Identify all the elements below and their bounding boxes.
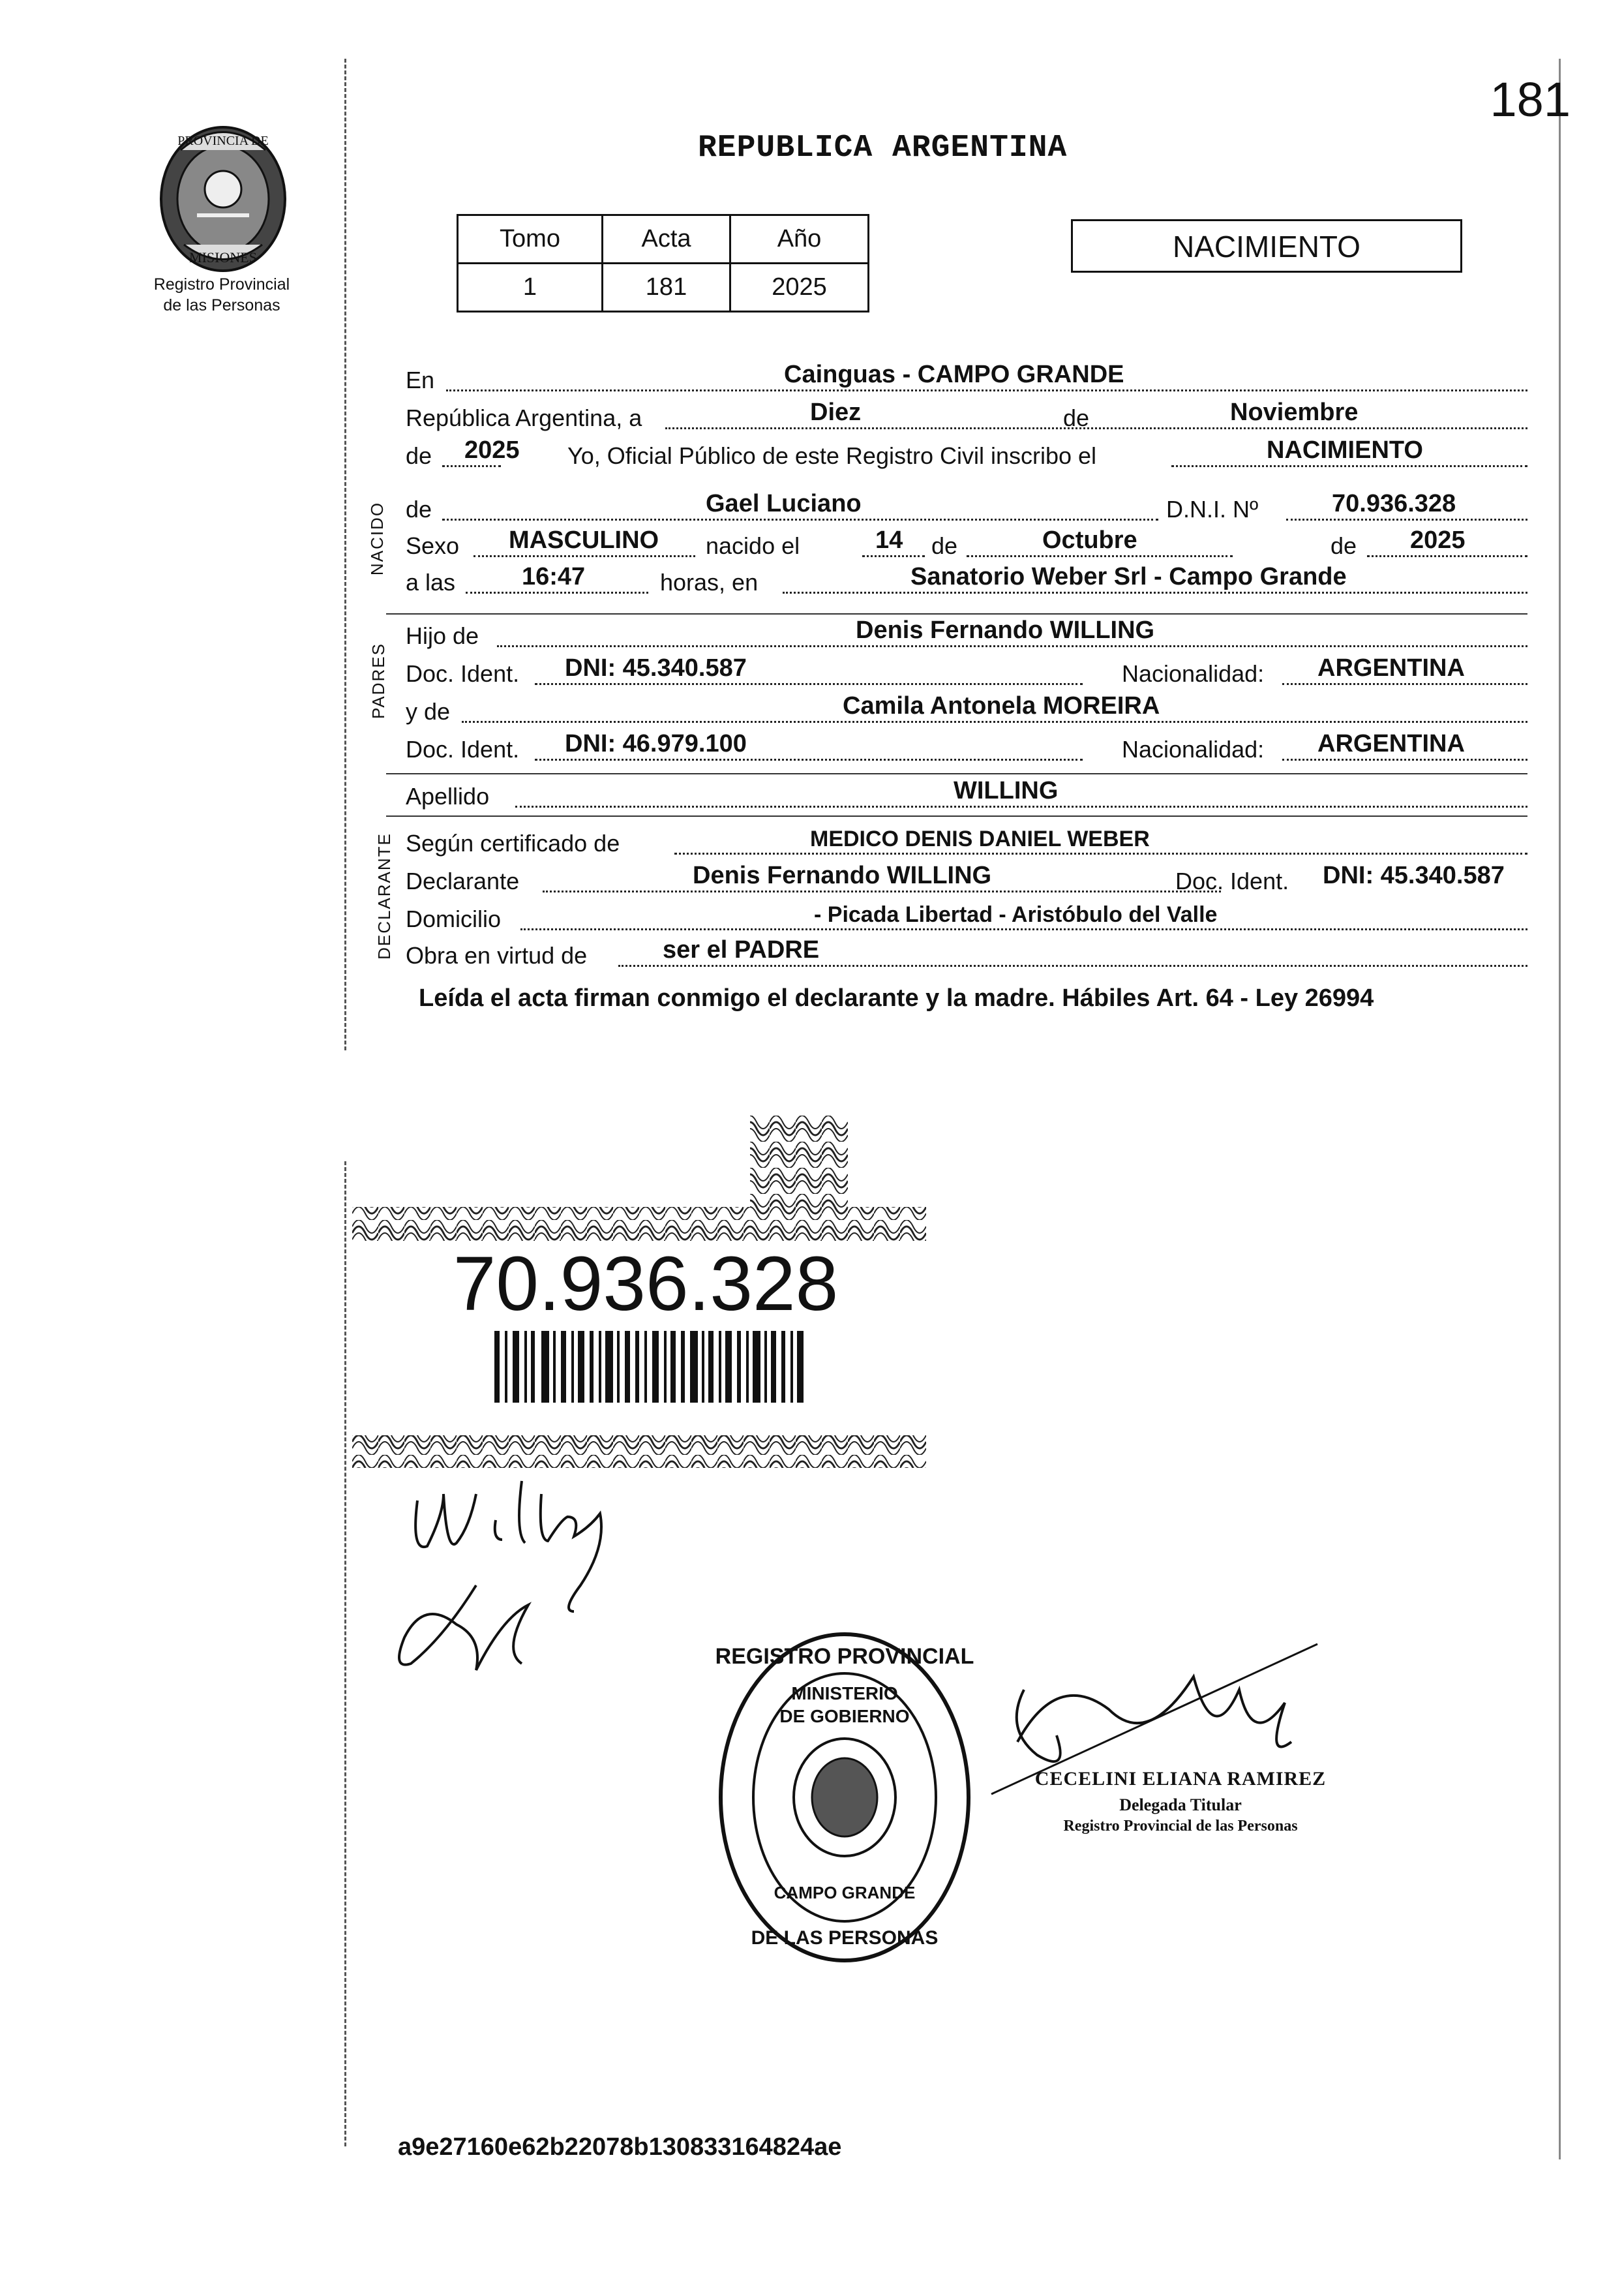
svg-text:MINISTERIO: MINISTERIO — [791, 1683, 898, 1703]
label-horas-en: horas, en — [660, 569, 759, 596]
row-nombre — [406, 491, 1527, 527]
label-oficial: Yo, Oficial Público de este Registro Civil inscribo el — [567, 442, 1097, 469]
registrar-office: Registro Provincial de las Personas — [1063, 1818, 1298, 1835]
value-nac-anio: 2025 — [1410, 526, 1466, 554]
page-number: 181 — [1490, 72, 1571, 127]
record-type-box: NACIMIENTO — [1071, 219, 1462, 273]
section-separator — [386, 613, 1527, 615]
caption-line-2: de las Personas — [163, 296, 280, 314]
registry-caption — [130, 274, 313, 316]
row-obra — [406, 937, 1527, 973]
barcode-number: 70.936.328 — [453, 1241, 839, 1327]
row-padre-doc — [406, 655, 1527, 692]
value-madre-nac: ARGENTINA — [1317, 730, 1465, 757]
label-nacido-el: nacido el — [706, 532, 800, 559]
registrar-block — [1017, 1768, 1344, 1835]
value-dia: Diez — [810, 399, 862, 426]
value-declarante-doc: DNI: 45.340.587 — [1323, 862, 1505, 889]
label-a-las: a las — [406, 569, 456, 596]
misiones-shield-icon — [145, 111, 301, 281]
value-padre: Denis Fernando WILLING — [856, 617, 1155, 644]
value-mes: Noviembre — [1230, 399, 1359, 426]
row-en — [406, 361, 1527, 398]
row-sexo — [406, 527, 1527, 564]
value-padre-doc: DNI: 45.340.587 — [565, 654, 747, 682]
row-madre-doc — [406, 731, 1527, 767]
section-separator — [386, 773, 1527, 774]
svg-text:PROVINCIA DE: PROVINCIA DE — [177, 134, 269, 148]
section-separator — [386, 815, 1527, 817]
svg-text:CAMPO GRANDE: CAMPO GRANDE — [774, 1883, 916, 1902]
official-stamp-icon — [711, 1624, 978, 1970]
label-dni: D.N.I. Nº — [1166, 496, 1259, 523]
closing-statement: Leída el acta firman conmigo el declarante y la madre. Hábiles Art. 64 - Ley 26994 — [419, 984, 1374, 1012]
row-domicilio — [406, 900, 1527, 937]
svg-text:MISIONES: MISIONES — [189, 249, 257, 266]
label-nac-de: de — [931, 532, 958, 559]
label-republica: República Argentina, a — [406, 404, 642, 431]
label-nacionalidad-madre: Nacionalidad: — [1122, 736, 1265, 763]
label-domicilio: Domicilio — [406, 906, 502, 932]
left-margin-line — [344, 59, 346, 1050]
label-nacionalidad-padre: Nacionalidad: — [1122, 660, 1265, 687]
label-certificado: Según certificado de — [406, 830, 620, 857]
value-anio-inscripcion: 2025 — [464, 436, 520, 464]
label-y-de: y de — [406, 698, 451, 725]
label-obra: Obra en virtud de — [406, 942, 588, 969]
label-doc-declarante: Doc. Ident. — [1175, 868, 1289, 894]
side-label-padres: PADRES — [368, 643, 388, 719]
right-margin-line — [1559, 59, 1561, 2159]
label-doc-madre: Doc. Ident. — [406, 736, 520, 763]
value-en: Cainguas - CAMPO GRANDE — [784, 361, 1124, 388]
acta-table — [457, 214, 869, 312]
row-hora — [406, 564, 1527, 600]
header-acta: Acta — [603, 215, 730, 264]
value-apellido: WILLING — [954, 777, 1059, 804]
row-apellido — [406, 778, 1527, 814]
declarant-signature-icon — [365, 1455, 665, 1690]
value-declarante: Denis Fernando WILLING — [693, 862, 992, 889]
header-tomo: Tomo — [458, 215, 603, 264]
value-domicilio: - Picada Libertad - Aristóbulo del Valle — [814, 902, 1218, 927]
value-obra: ser el PADRE — [663, 936, 820, 964]
document-hash: a9e27160e62b22078b130833164824ae — [398, 2133, 842, 2161]
value-inscripcion: NACIMIENTO — [1267, 436, 1423, 464]
label-declarante: Declarante — [406, 868, 520, 894]
svg-text:DE GOBIERNO: DE GOBIERNO — [779, 1706, 910, 1726]
value-acta: 181 — [603, 264, 730, 312]
row-anio — [406, 437, 1527, 474]
side-label-nacido: NACIDO — [367, 501, 387, 576]
header-anio: Año — [730, 215, 869, 264]
row-certificado — [406, 825, 1527, 861]
province-logo — [145, 111, 301, 281]
label-apellido: Apellido — [406, 783, 490, 810]
value-lugar: Sanatorio Weber Srl - Campo Grande — [910, 563, 1347, 590]
label-sexo: Sexo — [406, 532, 460, 559]
label-doc-padre: Doc. Ident. — [406, 660, 520, 687]
value-nombre: Gael Luciano — [706, 490, 862, 517]
registrar-name: CECELINI ELIANA RAMIREZ — [1034, 1768, 1327, 1790]
value-anio: 2025 — [730, 264, 869, 312]
left-margin-line-lower — [344, 1161, 346, 2146]
value-hora: 16:47 — [522, 563, 586, 590]
value-nac-mes: Octubre — [1042, 526, 1137, 554]
label-en: En — [406, 367, 435, 393]
row-madre — [406, 693, 1527, 729]
label-de-2: de — [406, 442, 432, 469]
value-dni: 70.936.328 — [1332, 490, 1456, 517]
svg-text:REGISTRO PROVINCIAL: REGISTRO PROVINCIAL — [715, 1644, 974, 1669]
label-nac-de-2: de — [1331, 532, 1357, 559]
country-title: REPUBLICA ARGENTINA — [698, 130, 1068, 166]
side-label-declarante: DECLARANTE — [374, 832, 394, 960]
registrar-title: Delegada Titular — [1119, 1795, 1242, 1814]
value-certificado: MEDICO DENIS DANIEL WEBER — [810, 827, 1150, 851]
svg-text:DE LAS PERSONAS: DE LAS PERSONAS — [751, 1927, 939, 1949]
value-padre-nac: ARGENTINA — [1317, 654, 1465, 682]
row-declarante — [406, 862, 1527, 899]
value-nac-dia: 14 — [875, 526, 903, 554]
label-de-nombre: de — [406, 496, 432, 523]
security-barcode-label — [352, 1116, 939, 1468]
caption-line-1: Registro Provincial — [153, 275, 290, 294]
value-sexo: MASCULINO — [509, 526, 659, 554]
label-de: de — [1063, 404, 1090, 431]
value-madre: Camila Antonela MOREIRA — [843, 692, 1160, 720]
value-tomo: 1 — [458, 264, 603, 312]
label-hijo-de: Hijo de — [406, 622, 479, 649]
row-republica — [406, 399, 1527, 436]
value-madre-doc: DNI: 46.979.100 — [565, 730, 747, 757]
row-padre — [406, 617, 1527, 654]
